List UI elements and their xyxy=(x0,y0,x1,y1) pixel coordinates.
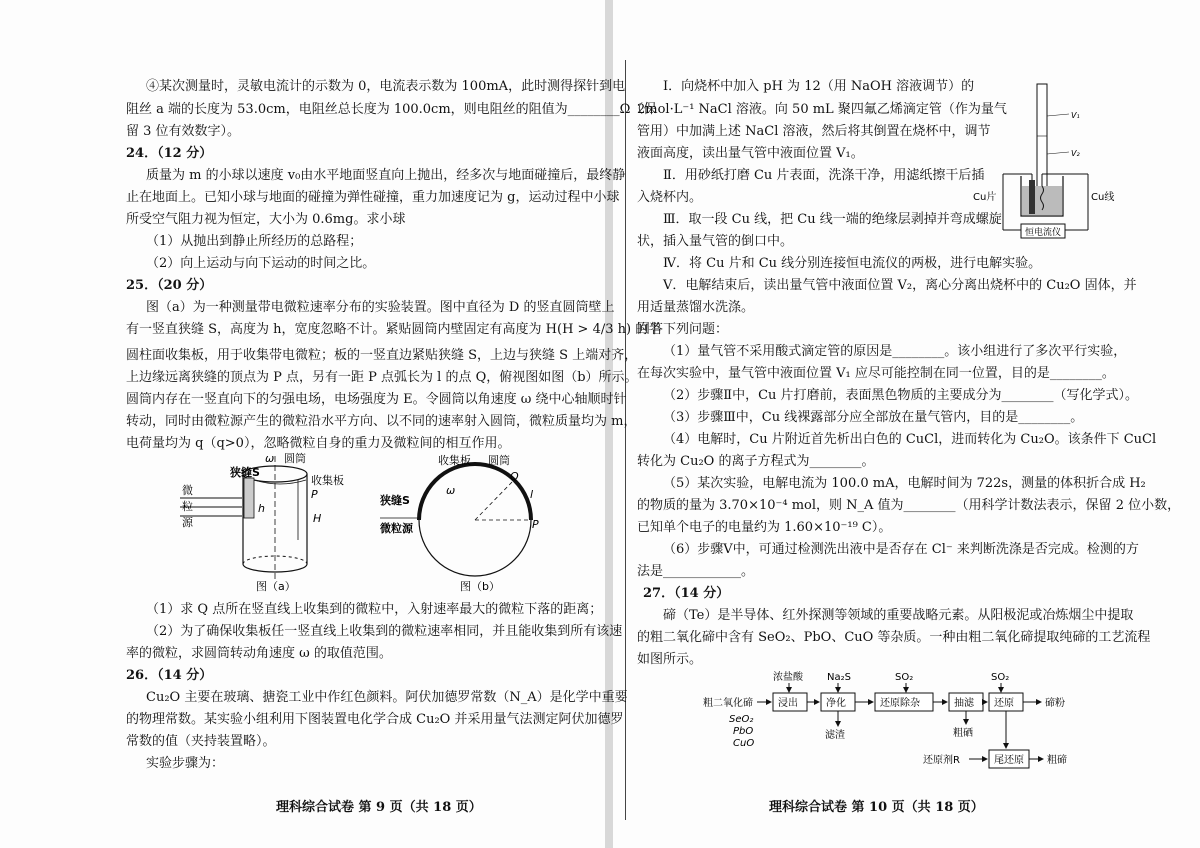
text-line: （5）某次实验，电解电流为 100.0 mA，电解时间为 722s，测量的体积折合成 H₂ xyxy=(663,476,1146,491)
plate-label: 收集板 xyxy=(438,454,471,467)
text-line: Ⅳ．将 Cu 片和 Cu 线分别连接恒电流仪的两极，进行电解实验。 xyxy=(663,256,1042,271)
text-line: 液面高度，读出量气管中液面位置 V₁。 xyxy=(637,146,864,161)
text-line: 回答下列问题： xyxy=(637,322,729,337)
text-line: 止在地面上。已知小球与地面的碰撞为弹性碰撞，重力加速度记为 g，运动过程中小球 xyxy=(126,190,620,205)
text-line: 圆柱面收集板，用于收集带电微粒；板的一竖直边紧贴狭缝 S，上边与狭缝 S 上端对齐， xyxy=(126,348,638,363)
text-line: 圆筒内存在一竖直向下的匀强电场，电场强度为 E。令圆筒以角速度 ω 绕中心轴顺时针 xyxy=(126,392,627,407)
step-reduce: 还原 xyxy=(994,698,1014,709)
text-line: 的物质的量为 3.70×10⁻⁴ mol，则 N_A 值为________（用科学计数法表示，保留 2 位小数， xyxy=(637,498,1181,513)
point-p-label: P xyxy=(532,518,539,531)
text-line: 状，插入量气管的倒口中。 xyxy=(637,234,794,249)
text-line: 上边缘远离狭缝的顶点为 P 点，另有一距 P 点弧长为 l 的点 Q，俯视图如图（b）所示。 xyxy=(126,370,638,385)
product-crude-te: 粗碲 xyxy=(1047,755,1067,766)
text-line: 2mol·L⁻¹ NaCl 溶液。向 50 mL 聚四氟乙烯滴定管（作为量气 xyxy=(637,102,1007,117)
text-line: 如图所示。 xyxy=(637,652,703,667)
source-char: 粒 xyxy=(182,500,193,513)
reagent-label: SO₂ xyxy=(991,672,1010,683)
text-line: 转动，同时由微粒源产生的微粒沿水平方向、以不同的速率射入圆筒，微粒质量均为 m， xyxy=(126,414,637,429)
slit-label: 狭缝S xyxy=(380,494,410,507)
text-line: （2）步骤Ⅱ中，Cu 片打磨前，表面黑色物质的主要成分为________（写化学式）。 xyxy=(663,388,1139,403)
text-line: 图（a）为一种测量带电微粒速率分布的实验装置。图中直径为 D 的竖直圆筒壁上 xyxy=(146,300,615,315)
text-line: 电荷量均为 q（q>0），忽略微粒自身的重力及微粒间的相互作用。 xyxy=(126,436,511,451)
step-tail-reduce: 尾还原 xyxy=(994,755,1024,766)
electrolysis-apparatus xyxy=(973,76,1123,248)
text-line: 所受空气阻力视为恒定，大小为 0.6mg。求小球 xyxy=(126,212,406,227)
text-line: 入烧杯内。 xyxy=(637,190,703,205)
v1-label: V₁ xyxy=(1071,111,1080,120)
waste-residue: 滤渣 xyxy=(825,730,845,741)
point-q-label: Q xyxy=(510,470,519,483)
cu-wire-label: Cu线 xyxy=(1091,192,1115,203)
text-line: 已知单个电子的电量约为 1.60×10⁻¹⁹ C）。 xyxy=(637,520,892,535)
arc-l-label: l xyxy=(530,488,534,501)
cylinder-label: 圆筒 xyxy=(488,454,510,467)
step-filter: 抽滤 xyxy=(954,698,974,709)
cylinder-label: 圆筒 xyxy=(284,452,306,465)
step-purify: 净化 xyxy=(826,698,846,709)
source-label: 微粒源 xyxy=(380,522,413,535)
text-line: （6）步骤Ⅴ中，可通过检测洗出液中是否存在 Cl⁻ 来判断洗涤是否完成。检测的方 xyxy=(663,542,1139,557)
device-label: 恒电流仪 xyxy=(1025,228,1062,238)
question-heading: 27．（14 分） xyxy=(643,586,730,601)
page-footer: 理科综合试卷 第 10 页（共 18 页） xyxy=(769,800,984,815)
text-line: （2）向上运动与向下运动的时间之比。 xyxy=(146,256,376,271)
point-p-label: P xyxy=(311,488,318,501)
source-char: 微 xyxy=(182,484,193,497)
plate-label: 收集板 xyxy=(311,474,344,487)
handwritten-note: CuO xyxy=(733,738,755,749)
feed-label: 粗二氧化碲 xyxy=(703,698,753,709)
figure-a xyxy=(180,452,360,592)
text-line: 的粗二氧化碲中含有 SeO₂、PbO、CuO 等杂质。一种由粗二氧化碲提取纯碲的工艺流程 xyxy=(637,630,1151,645)
text-line: Ⅴ．电解结束后，读出量气管中液面位置 V₂，离心分离出烧杯中的 Cu₂O 固体，并 xyxy=(663,278,1137,293)
text-line: 转化为 Cu₂O 的离子方程式为________。 xyxy=(637,454,875,469)
reagent-label: SO₂ xyxy=(895,672,914,683)
waste-crude-se: 粗硒 xyxy=(953,728,973,739)
text-line: 阻丝 a 端的长度为 53.0cm，电阻丝总长度为 100.0cm，则电阻丝的阻值为________Ω（保 xyxy=(126,102,657,117)
text-line: 在每次实验中，量气管中液面位置 V₁ 应尽可能控制在同一位置，目的是________。 xyxy=(637,366,1115,381)
cu-sheet-label: Cu片 xyxy=(973,192,997,203)
text-line: （3）步骤Ⅲ中，Cu 线裸露部分应全部放在量气管内，目的是________。 xyxy=(663,410,1084,425)
v2-label: V₂ xyxy=(1071,149,1080,158)
right-page xyxy=(613,0,1200,848)
question-heading: 25．（20 分） xyxy=(126,278,213,293)
h-label: h xyxy=(258,502,265,515)
text-line: 的物理常数。某实验小组利用下图装置电化学合成 Cu₂O 并采用量气法测定阿伏加德罗 xyxy=(126,712,624,727)
question-heading: 24．（12 分） xyxy=(126,146,213,161)
text-line: 法是____________。 xyxy=(637,564,755,579)
text-line: ④某次测量时，灵敏电流计的示数为 0，电流表示数为 100mA，此时测得探针到电 xyxy=(146,79,626,94)
omega-label: ω xyxy=(446,484,456,497)
text-line: Ⅰ．向烧杯中加入 pH 为 12（用 NaOH 溶液调节）的 xyxy=(663,79,975,94)
page-footer: 理科综合试卷 第 9 页（共 18 页） xyxy=(276,800,482,815)
step-leach: 浸出 xyxy=(778,698,798,709)
text-line: 有一竖直狭缝 S，高度为 h，宽度忽略不计。紧贴圆筒内壁固定有高度为 H(H > 4/3 h) 的半 xyxy=(126,322,662,337)
text-line: 碲（Te）是半导体、红外探测等领域的重要战略元素。从阳极泥或冶炼烟尘中提取 xyxy=(663,608,1134,623)
figure-b xyxy=(380,452,550,592)
reductant-label: 还原剂R xyxy=(923,755,960,766)
handwritten-note: SeO₂ xyxy=(729,714,754,725)
text-line: （1）求 Q 点所在竖直线上收集到的微粒中，入射速率最大的微粒下落的距离； xyxy=(146,602,603,617)
figure-b-caption: 图（b） xyxy=(460,580,500,592)
reagent-label: Na₂S xyxy=(827,672,851,683)
question-heading: 26．（14 分） xyxy=(126,668,213,683)
text-line: 管用）中加满上述 NaCl 溶液，然后将其倒置在烧杯中，调节 xyxy=(637,124,991,139)
handwritten-note: PbO xyxy=(733,726,754,737)
text-line: Ⅲ．取一段 Cu 线，把 Cu 线一端的绝缘层剥掉并弯成螺旋 xyxy=(663,212,1002,227)
text-line: 质量为 m 的小球以速度 v₀由水平地面竖直向上抛出，经多次与地面碰撞后，最终静 xyxy=(146,168,626,183)
source-char: 源 xyxy=(182,516,193,529)
step-reduce-purify: 还原除杂 xyxy=(880,698,920,709)
text-line: （1）量气管不采用酸式滴定管的原因是________。该小组进行了多次平行实验， xyxy=(663,344,1127,359)
text-line: Ⅱ．用砂纸打磨 Cu 片表面，洗涤干净，用滤纸擦干后插 xyxy=(663,168,985,183)
text-line: （4）电解时，Cu 片附近首先析出白色的 CuCl，进而转化为 Cu₂O。该条件下 CuCl xyxy=(663,432,1157,447)
text-line: （1）从抛出到静止所经历的总路程； xyxy=(146,234,363,249)
product-te-powder: 碲粉 xyxy=(1045,698,1065,709)
reagent-label: 浓盐酸 xyxy=(773,672,803,683)
text-line: 实验步骤为： xyxy=(146,756,225,771)
slit-label: 狭缝S xyxy=(230,466,260,479)
text-line: 留 3 位有效数字）。 xyxy=(126,124,241,139)
text-line: Cu₂O 主要在玻璃、搪瓷工业中作红色颜料。阿伏加德罗常数（N_A）是化学中重要 xyxy=(146,690,628,705)
process-flowchart xyxy=(703,668,1143,798)
big-h-label: H xyxy=(313,512,322,525)
text-line: （2）为了确保收集板任一竖直线上收集到的微粒速率相同，并且能收集到所有该速 xyxy=(146,624,623,639)
text-line: 用适量蒸馏水洗涤。 xyxy=(637,300,755,315)
figure-a-caption: 图（a） xyxy=(256,580,296,592)
text-line: 常数的值（夹持装置略）。 xyxy=(126,734,276,749)
omega-label: ω xyxy=(265,452,275,465)
text-line: 率的微粒，求圆筒转动角速度 ω 的取值范围。 xyxy=(126,646,392,661)
